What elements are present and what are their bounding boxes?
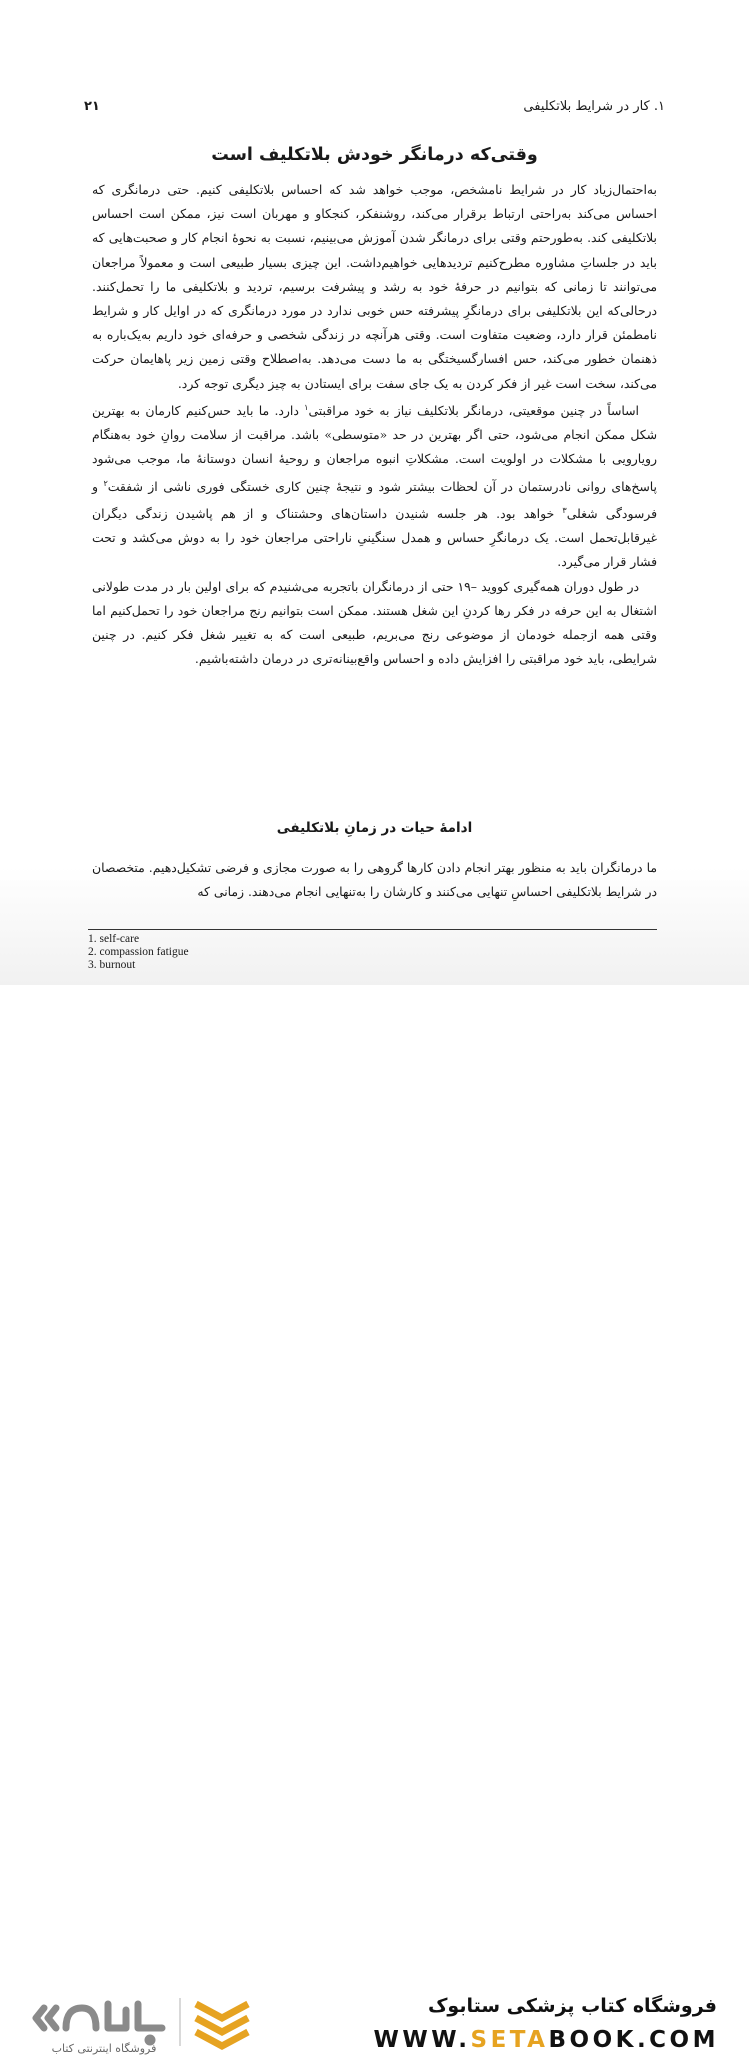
footnotes [88,933,189,972]
page-number: ۲۱ [84,98,100,114]
url-suffix: BOOK.COM [548,2027,719,2053]
subsection-title: ادامهٔ حیات در زمانِ بلاتکلیفی [276,820,473,836]
store-banner [0,985,749,2055]
paragraph-3: در طول دوران همه‌گیری کووید –۱۹ حتی از درمانگران باتجربه می‌شنیدم که برای اولین بار در مدت طولانی اشتغال به این حرفه در فکر رها کردنِ این شغل هستند. ممکن است بتوانیم رنج مراجعان خود را تحمل‌کنیم اما وقتی همه ازجمله خودمان از موضوعی رنج می‌بریم، طبیعی است که به تغییر شغل فکر کنیم. در چنین شرایطی، باید خود مراقبتی را افزایش داده و احساس واقع‌بینانه‌تری در درمان داشته‌باشیم. [92,578,657,667]
shop-title: فروشگاه کتاب پزشکی ستابوک [427,1995,717,2017]
book-page [0,0,749,985]
paragraph-4: ما درمانگران باید به منظور بهتر انجام دادن کارها گروهی را به صورت مجازی و فرضی تشکیل‌دهیم. متخصصان در شرایط بلاتکلیفی احساسِ تنهایی می‌کنند و کارشان را به‌تنهایی انجام می‌دهند. زمانی که [92,860,657,900]
chapter-title: ۱. کار در شرایط بلاتکلیفی [523,98,665,114]
section-title: وقتی‌که درمانگر خودش بلاتکلیف است [211,145,538,165]
logo-caption: فروشگاه اینترنتی کتاب [51,2042,157,2055]
footnote-ref-3: ۳ [562,505,567,515]
footnote-1: 1. self-care [88,933,140,945]
paragraph-2-part-d: خواهد بود. هر جلسه شنیدن داستان‌های وحشتناک و از هم پاشیدن زندگی دیگران غیرقابل‌تحمل است. یک درمانگرِ حساس و همدل سنگینیِ ناراحتی مراجعان خود را به دوش می‌کشد و تحت فشار قرار می‌گیرد. [92,506,657,570]
body-text-2 [92,856,657,904]
running-header [84,94,665,118]
paragraph-2-part-b: دارد. ما باید حس‌کنیم کارمان به بهترین شکل ممکن انجام می‌شود، حتی اگر بهترین در حد «متوسطی» باشد. مراقبت از سلامت روانِ خود به‌هنگام رویارویی با مشکلات در اولویت است. مشکلاتِ انبوه مراجعان و روحیهٔ انسان دوستانهٔ ما، موجب می‌شود پاسخ‌های روانی نادرستمان در آن لحظات بیشتر شود و نتیجهٔ چنین کاری خستگی فوری ناشی از شفقت [92,402,657,494]
footnote-ref-2: ۲ [103,478,108,488]
paragraph-2-part-a: اساساً در چنین موقعیتی، درمانگر بلاتکلیف نیاز به خود مراقبتی [308,402,639,418]
url-accent: SETA [470,2027,549,2053]
footnote-ref-1: ۱ [304,402,309,412]
footnote-divider [88,929,657,930]
body-text [92,178,657,671]
paragraph-2 [92,396,657,575]
paragraph-2-part-c: و فرسودگی شغلی [92,478,657,522]
footnote-3: 3. burnout [88,959,136,971]
url-prefix: WWW. [373,2027,471,2053]
shop-url[interactable] [374,2027,719,2053]
paragraph-1: به‌احتمال‌زیاد کار در شرایط نامشخص، موجب خواهد شد که احساس بلاتکلیفی کنیم. حتی درمانگری که احساس می‌کند به‌راحتی ارتباط برقرار می‌کند، روشنفکر، کنجکاو و مهربان است نیز، ممکن است احساس بلاتکلیفی کند. به‌طورحتم وقتی برای درمانگر شدن آموزش می‌بینیم، نسبت به نحوهٔ انجام کار و صحبت‌هایی که باید در جلساتِ مشاوره مطرح‌کنیم تردیدهایی خواهیم‌داشت. این چیزی بسیار طبیعی است و معمولاً مراجعان می‌توانند تا زمانی که بتوانیم در حرفهٔ خود به رشد و پیشرفت برسیم، تردید و بلاتکلیفی ما را تحمل‌کنند. درحالی‌که این بلاتکلیفی برای درمانگرِ پیشرفته حس خوبی ندارد در مورد درمانگری که در اوایل کار و شرایط نامطمئن قرار دارد، وضعیت متفاوت است. وقتی هرآنچه در زندگی شخصی و حرفه‌ای خود داریم به‌یک‌باره به ذهنمان خطور می‌کند، حس افسارگسیختگی به ما دست می‌دهد. به‌اصطلاح وقتی زمین زیر پاهایمان حرکت می‌کند، سخت است غیر از فکر کردن به یک جای سفت برای ایستادن به چیز دیگری توجه کرد. [92,182,657,391]
footnote-2: 2. compassion fatigue [88,946,189,958]
setabook-logo [30,1988,260,2058]
